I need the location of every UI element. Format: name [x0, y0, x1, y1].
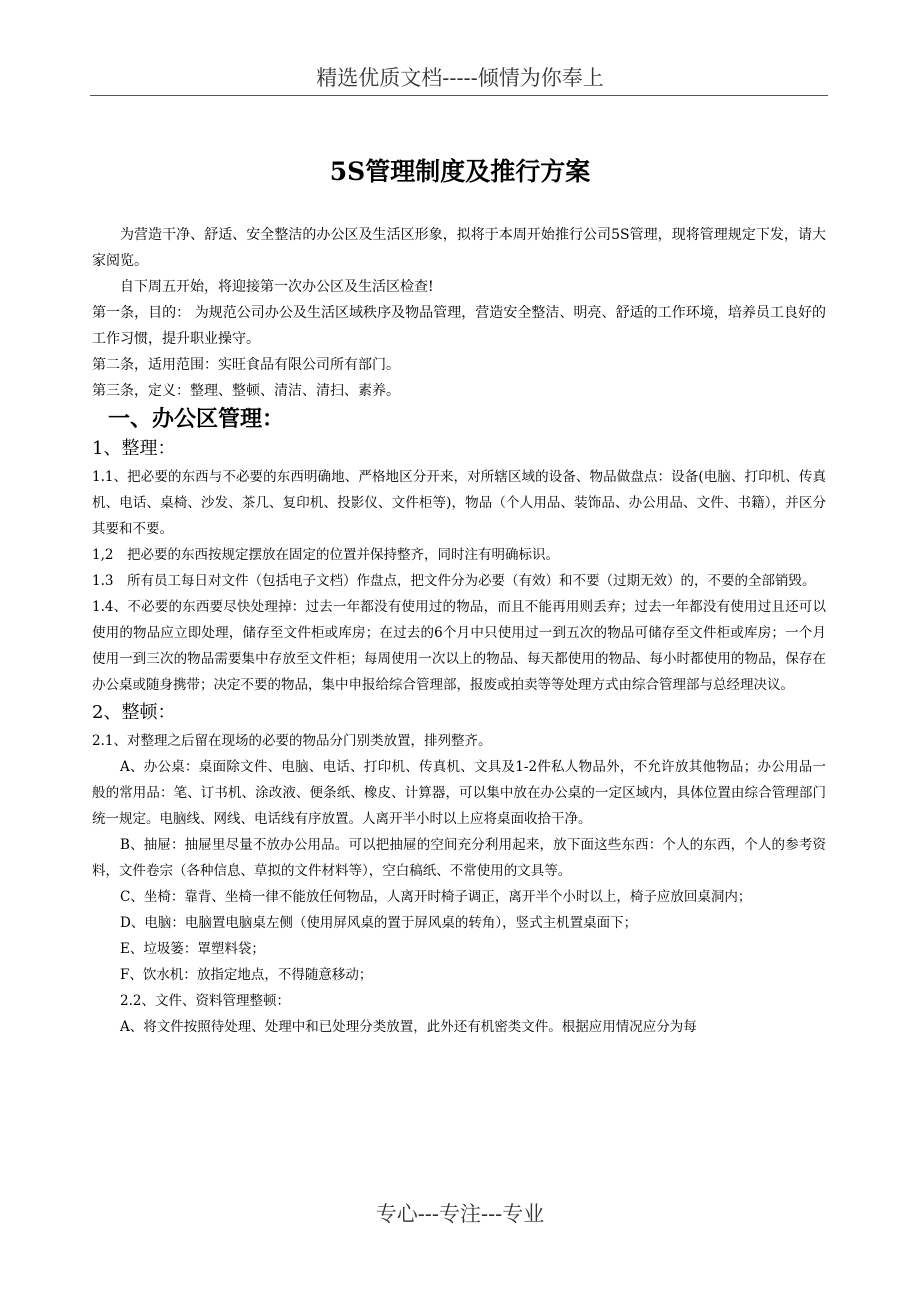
- subsection-heading: 1、整理：: [92, 438, 176, 459]
- list-item: 1.4、不必要的东西要尽快处理掉：过去一年都没有使用过的物品，而且不能再用则丢弃；过去一年都没有使用过且还可以使用的物品应立即处理，储存至文件柜或库房；在过去的6个月中只使用过一到五次的物品可储存至文件柜或库房；一个月使用一到三次的物品需要集中存放至文件柜；每周使用一次以上的物品、每天都使用的物品、每小时都使用的物品，保存在办公桌或随身携带；决定不要的物品，集中申报给综合管理部，报废或拍卖等等处理方式由综合管理部与总经理决议。: [92, 599, 826, 693]
- article-paragraph: 第三条，定义：整理、整顿、清洁、清扫、素养。: [92, 383, 400, 399]
- list-item: 1.3 所有员工每日对文件（包括电子文档）作盘点，把文件分为必要（有效）和不要（过期无效）的，不要的全部销毁。: [92, 573, 816, 589]
- document-body: [92, 222, 826, 1040]
- list-item: 2.2、文件、资料管理整顿：: [120, 993, 290, 1009]
- section-heading: 一、办公区管理：: [108, 406, 285, 432]
- list-item: B、抽屉：抽屉里尽量不放办公用品。可以把抽屉的空间充分利用起来，放下面这些东西：个人的东西，个人的参考资料，文件卷宗（各种信息、草拟的文件材料等），空白稿纸、不常使用的文具等。: [92, 837, 826, 879]
- list-item: F、饮水机：放指定地点，不得随意移动；: [120, 967, 373, 983]
- subsection-heading: 2、整顿：: [92, 702, 176, 723]
- intro-paragraph: 自下周五开始，将迎接第一次办公区及生活区检查!: [120, 279, 434, 295]
- list-item: E、垃圾篓：罩塑料袋；: [120, 941, 265, 957]
- page-footer: 专心---专注---专业: [375, 1202, 545, 1226]
- intro-paragraph: 为营造干净、舒适、安全整洁的办公区及生活区形象，拟将于本周开始推行公司5S管理，现将管理规定下发，请大家阅览。: [92, 227, 826, 269]
- list-item: 1.1、把必要的东西与不必要的东西明确地、严格地区分开来，对所辖区域的设备、物品做盘点：设备(电脑、打印机、传真机、电话、桌椅、沙发、茶几、复印机、投影仪、文件柜等)，物品（个人用品、装饰品、办公用品、文件、书籍），并区分其要和不要。: [92, 469, 826, 537]
- list-item: C、坐椅：靠背、坐椅一律不能放任何物品，人离开时椅子调正，离开半个小时以上，椅子应放回桌洞内；: [120, 889, 752, 905]
- article-paragraph: 第一条，目的： 为规范公司办公及生活区域秩序及物品管理，营造安全整洁、明亮、舒适的工作环境，培养员工良好的工作习惯，提升职业操守。: [92, 305, 826, 347]
- header-divider: [90, 95, 828, 96]
- document-title: 5S管理制度及推行方案: [329, 157, 591, 186]
- list-item: D、电脑：电脑置电脑桌左侧（使用屏风桌的置于屏风桌的转角），竖式主机置桌面下；: [120, 915, 638, 931]
- article-paragraph: 第二条，适用范围：实旺食品有限公司所有部门。: [92, 357, 400, 373]
- list-item: A、将文件按照待处理、处理中和已处理分类放置，此外还有机密类文件。根据应用情况应分为每: [120, 1019, 697, 1035]
- list-item: A、办公桌：桌面除文件、电脑、电话、打印机、传真机、文具及1-2件私人物品外，不允许放其他物品；办公用品一般的常用品：笔、订书机、涂改液、便条纸、橡皮、计算器，可以集中放在办公桌的一定区域内，具体位置由综合管理部门统一规定。电脑线、网线、电话线有序放置。人离开半小时以上应将桌面收拾干净。: [92, 759, 826, 827]
- list-item: 1,2 把必要的东西按规定摆放在固定的位置并保持整齐，同时注有明确标识。: [92, 547, 559, 563]
- page-header: 精选优质文档-----倾情为你奉上: [316, 66, 604, 90]
- list-item: 2.1、对整理之后留在现场的必要的物品分门别类放置，排列整齐。: [92, 733, 492, 749]
